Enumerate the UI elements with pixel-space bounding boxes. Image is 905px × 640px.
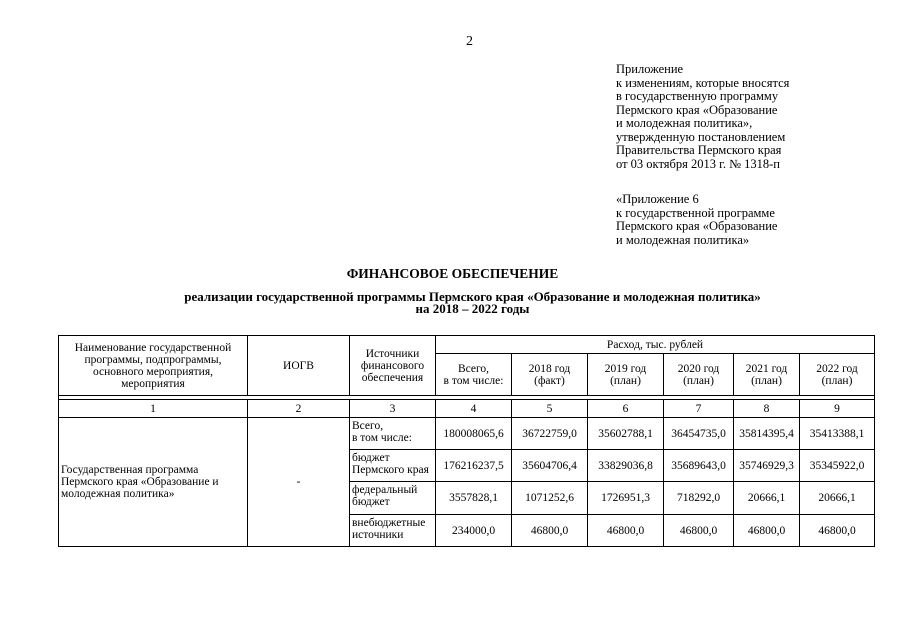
value-cell: 3557828,1 (436, 482, 512, 515)
column-number: 6 (588, 400, 664, 418)
header-2021 (734, 354, 800, 396)
value-cell: 46800,0 (664, 515, 734, 547)
program-iogv-cell: - (248, 418, 350, 547)
value-cell: 36722759,0 (512, 418, 588, 450)
value-cell: 33829036,8 (588, 450, 664, 482)
column-number: 5 (512, 400, 588, 418)
column-number-row (59, 400, 875, 418)
value-cell: 46800,0 (800, 515, 875, 547)
source-line-2: бюджет (352, 496, 390, 508)
appendix-header (616, 63, 789, 171)
appendix-line: утвержденную постановлением (616, 129, 786, 144)
appendix-line: Приложение (616, 62, 684, 76)
value-cell: 234000,0 (436, 515, 512, 547)
header-2019 (588, 354, 664, 396)
page-number: 2 (466, 34, 473, 49)
source-line-2: источники (352, 529, 404, 541)
header-2021-line-1: 2021 год (745, 362, 788, 375)
header-expense: Расход, тыс. рублей (436, 336, 875, 354)
header-2019-line-2: (план) (610, 374, 641, 387)
source-line-2: Пермского края (352, 464, 429, 476)
appendix-6-line: и молодежная политика» (616, 232, 750, 247)
header-total-line-2: в том числе: (443, 374, 504, 387)
appendix-line: Пермского края «Образование (616, 102, 778, 117)
source-cell (350, 450, 436, 482)
column-number: 3 (350, 400, 436, 418)
appendix-line: к изменениям, которые вносятся (616, 75, 790, 90)
header-2021-line-2: (план) (751, 374, 782, 387)
source-cell (350, 482, 436, 515)
value-cell: 718292,0 (664, 482, 734, 515)
value-cell: 1071252,6 (512, 482, 588, 515)
appendix-6-line: «Приложение 6 (616, 192, 699, 206)
table-row (59, 418, 875, 450)
header-name: Наименование государственной программы, подпрограммы, основного мероприятия, мероприятия (59, 336, 248, 396)
source-cell (350, 418, 436, 450)
value-cell: 35689643,0 (664, 450, 734, 482)
financing-table (58, 335, 875, 547)
appendix-6-line: Пермского края «Образование (616, 219, 778, 233)
appendix-line: Правительства Пермского края (616, 143, 782, 157)
value-cell: 35413388,1 (800, 418, 875, 450)
column-number: 2 (248, 400, 350, 418)
value-cell: 176216237,5 (436, 450, 512, 482)
value-cell: 35604706,4 (512, 450, 588, 482)
subtitle-line-2: на 2018 – 2022 годы (415, 301, 530, 316)
subtitle-line-1: реализации государственной программы Пермского края «Образование и молодежная политика» (184, 289, 761, 304)
header-total-line-1: Всего, (457, 362, 490, 375)
value-cell: 36454735,0 (664, 418, 734, 450)
value-cell: 35746929,3 (734, 450, 800, 482)
header-2022-line-1: 2022 год (816, 362, 858, 375)
header-2022 (800, 354, 875, 396)
header-2018 (512, 354, 588, 396)
document-title: ФИНАНСОВОЕ ОБЕСПЕЧЕНИЕ (346, 266, 559, 281)
value-cell: 35814395,4 (734, 418, 800, 450)
header-2020-line-2: (план) (683, 374, 714, 387)
header-sources: Источники финансового обеспечения (350, 336, 436, 396)
header-2020 (664, 354, 734, 396)
column-number: 9 (800, 400, 875, 418)
source-line-1: внебюджетные (352, 517, 426, 529)
column-number: 4 (436, 400, 512, 418)
header-2018-line-2: (факт) (534, 374, 565, 387)
column-number: 7 (664, 400, 734, 418)
source-cell (350, 515, 436, 547)
value-cell: 1726951,3 (588, 482, 664, 515)
appendix-line: и молодежная политика», (616, 116, 753, 130)
header-2020-line-1: 2020 год (677, 362, 720, 375)
header-2018-line-1: 2018 год (528, 362, 571, 375)
header-2019-line-1: 2019 год (604, 362, 647, 375)
value-cell: 20666,1 (800, 482, 875, 515)
source-line-1: бюджет (352, 452, 390, 464)
header-total (436, 354, 512, 396)
header-iogv: ИОГВ (248, 336, 350, 396)
column-number: 8 (734, 400, 800, 418)
header-2022-line-2: (план) (821, 374, 853, 387)
value-cell: 35345922,0 (800, 450, 875, 482)
value-cell: 46800,0 (734, 515, 800, 547)
source-line-2: в том числе: (352, 432, 412, 444)
appendix-6-header (616, 193, 777, 247)
value-cell: 35602788,1 (588, 418, 664, 450)
appendix-line: от 03 октября 2013 г. № 1318-п (616, 156, 780, 171)
appendix-6-line: к государственной программе (616, 205, 775, 220)
program-name-cell: Государственная программа Пермского края «Образование и молодежная политика» (59, 418, 248, 547)
source-line-1: Всего, (352, 420, 384, 432)
value-cell: 46800,0 (512, 515, 588, 547)
value-cell: 46800,0 (588, 515, 664, 547)
source-line-1: федеральный (352, 484, 418, 496)
document-subtitle (0, 291, 905, 315)
column-number: 1 (59, 400, 248, 418)
appendix-line: в государственную программу (616, 89, 779, 103)
value-cell: 20666,1 (734, 482, 800, 515)
value-cell: 180008065,6 (436, 418, 512, 450)
